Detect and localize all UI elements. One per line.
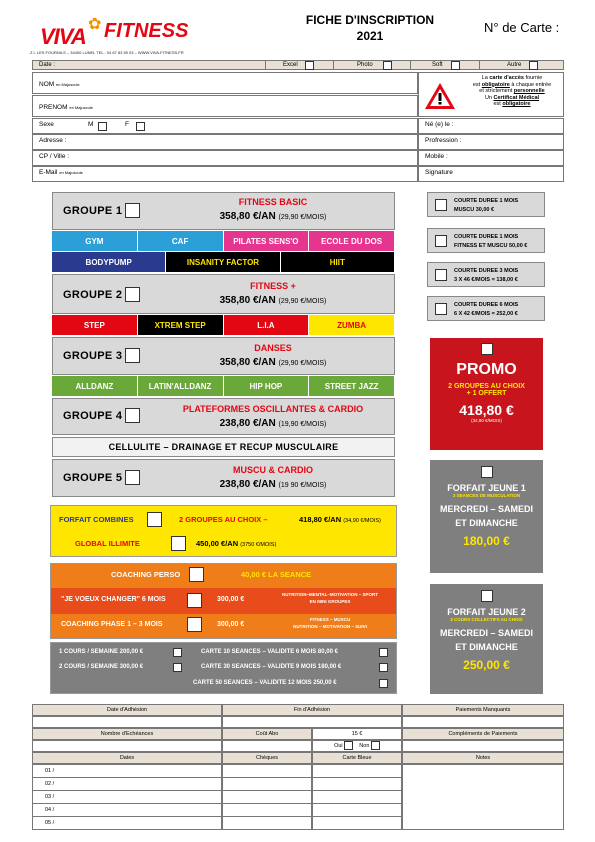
warning-text-2c: à chaque entrée — [509, 81, 552, 88]
club-address: Z.I. LES FOURNILS – 34400 LUNEL TEL : 04 67 83 55 03 – WWW.VIVA-FITNESS.FR — [30, 50, 184, 55]
course-street-jazz: STREET JAZZ — [309, 376, 395, 396]
seance-c5-label: CARTE 50 SEANCES – VALIDITE 12 MOIS 250,00 € — [193, 680, 337, 686]
forfait-combines-desc: 2 GROUPES AU CHOIX – — [179, 515, 268, 524]
groupe-5-name: MUSCU & CARDIO — [233, 465, 313, 475]
courte-duree-3-line2: 3 X 46 €/MOIS = 138,00 € — [454, 277, 518, 283]
cp-ville-field[interactable]: CP / Ville : — [32, 150, 418, 166]
email-hint: en Majuscule — [59, 170, 83, 175]
course-latin-alldanz: LATIN'ALLDANZ — [138, 376, 224, 396]
changer-label: "JE VOEUX CHANGER" 6 MOIS — [61, 596, 166, 603]
phase-price: 300,00 € — [217, 621, 245, 628]
nom-field[interactable] — [32, 72, 418, 94]
excel-label: Excel — [283, 62, 298, 68]
coaching-perso-price: 40,00 € LA SEANCE — [241, 570, 312, 579]
groupe-4-box — [52, 398, 395, 435]
forfait-jeune-1-sub: 3 SEANCES DE MUSCULATION — [452, 493, 521, 498]
groupe-4-price-small: (19,90 €/MOIS) — [278, 421, 327, 428]
courte-duree-1-fitness-line2: FITNESS ET MUSCU 50,00 € — [454, 243, 528, 249]
email-field[interactable] — [32, 166, 418, 182]
dates-row-2[interactable]: 02 / — [33, 778, 221, 791]
notes-column[interactable] — [402, 764, 564, 830]
photo-label: Photo — [357, 62, 373, 68]
courte-duree-1-fitness-line1: COURTE DUREE 1 MOIS — [454, 234, 519, 240]
groupe-2-name: FITNESS + — [250, 281, 296, 291]
prenom-field[interactable] — [32, 95, 418, 117]
birthdate-field[interactable]: Né (e) le : — [418, 118, 564, 134]
seance-c1-label: 1 COURS / SEMAINE 200,00 € — [59, 649, 144, 655]
warning-text-1a: La — [481, 75, 490, 81]
groupe-4-label: GROUPE 4 — [63, 410, 123, 422]
warning-notice — [418, 72, 564, 117]
groupe-1-name: FITNESS BASIC — [238, 197, 308, 207]
course-gym: GYM — [52, 231, 138, 251]
sexe-m-checkbox[interactable] — [98, 122, 107, 131]
forfait-jeune-2-box — [430, 584, 543, 694]
groupe-4-price-line — [153, 418, 393, 429]
form-title-line2: 2021 — [356, 29, 384, 43]
dates-header: Dates — [32, 752, 222, 764]
groupe-3-label: GROUPE 3 — [63, 350, 123, 362]
changer-desc-1: NUTRITION–MENTAL–MOTIVATION – SPORT — [281, 592, 378, 597]
warning-text-5b: obligatoire — [502, 101, 531, 107]
seance-c3-label: CARTE 10 SEANCES – VALIDITE 6 MOIS 80,00 € — [201, 649, 338, 655]
course-alldanz: ALLDANZ — [52, 376, 138, 396]
groupe-4-checkbox[interactable] — [125, 408, 140, 423]
autre-checkbox[interactable] — [529, 61, 538, 70]
groupe-3-price-line — [153, 357, 393, 368]
forfait-combines-price: 418,80 €/AN — [299, 515, 342, 524]
sexe-f-checkbox[interactable] — [136, 122, 145, 131]
nom-hint: en Majuscule — [55, 82, 80, 87]
adresse-field[interactable]: Adresse : — [32, 134, 418, 150]
seance-c4-label: CARTE 30 SEANCES – VALIDITE 9 MOIS 180,00 € — [201, 664, 342, 670]
course-step: STEP — [52, 315, 138, 335]
phase-checkbox[interactable] — [187, 617, 202, 632]
notes-header: Notes — [402, 752, 564, 764]
groupe-3-box — [52, 337, 395, 375]
groupe-2-strip — [52, 315, 395, 335]
phase-label: COACHING PHASE 1 – 3 MOIS — [61, 621, 163, 628]
groupe-2-price-line — [153, 295, 393, 306]
complements-value[interactable] — [402, 740, 564, 752]
groupe-3-checkbox[interactable] — [125, 348, 140, 363]
promo-small: (34,90 €/MOIS) — [471, 418, 502, 423]
course-bodypump: BODYPUMP — [52, 252, 166, 272]
dates-row-5[interactable]: 05 / — [45, 820, 55, 826]
phase-desc — [265, 616, 395, 630]
course-zumba: ZUMBA — [309, 315, 395, 335]
groupe-5-price-line — [153, 479, 393, 490]
coaching-perso-label: COACHING PERSO — [111, 570, 181, 579]
palm-tree-icon: ✿ — [88, 16, 102, 33]
warning-text-2b: obligatoire — [481, 81, 510, 88]
groupe-1-checkbox[interactable] — [125, 203, 140, 218]
forfait-jeune-2-title: FORFAIT JEUNE 2 — [447, 607, 526, 617]
warning-text-1c: fournie — [523, 75, 543, 81]
forfait-jeune-1-title: FORFAIT JEUNE 1 — [447, 483, 526, 493]
nb-echeances-value[interactable] — [32, 740, 222, 752]
oui-non-cell — [312, 740, 402, 752]
autre-label: Autre — [507, 62, 522, 68]
cout-abo-header: Coût Abo — [222, 728, 312, 740]
email-label: E-Mail — [39, 169, 58, 176]
sexe-f-label: F — [125, 121, 129, 128]
logo-fitness: FITNESS — [104, 20, 189, 42]
course-insanity: INSANITY FACTOR — [166, 252, 280, 272]
forfait-jeune-2-checkbox[interactable] — [481, 590, 493, 602]
date-label: Date : — [39, 62, 56, 68]
signature-field[interactable]: Signature — [418, 166, 564, 182]
warning-text-2a: est — [472, 81, 482, 88]
course-hip-hop: HIP HOP — [224, 376, 310, 396]
warning-text-3b: personnelle — [513, 88, 545, 94]
coaching-box — [50, 563, 397, 639]
complements-header: Compléments de Paiements — [402, 728, 564, 740]
sexe-label: Sexe — [39, 121, 54, 128]
warning-text-3a: et strictement — [479, 88, 514, 94]
courte-duree-6 — [427, 296, 545, 321]
phase-desc-1: FITNESS – MUSCU — [309, 617, 351, 622]
groupe-1-price-line — [153, 211, 393, 222]
warning-text-5a: est — [493, 101, 503, 107]
groupe-1-price-small: (29,90 €/MOIS) — [278, 214, 327, 221]
forfait-jeune-1-checkbox[interactable] — [481, 466, 493, 478]
groupe-2-box — [52, 274, 395, 314]
changer-desc — [265, 591, 395, 605]
viva-fitness-logo — [32, 14, 189, 50]
courte-duree-3-checkbox[interactable] — [435, 269, 447, 281]
changer-price: 300,00 € — [217, 596, 245, 603]
fifteen-euro-label: 15 € — [312, 728, 402, 740]
carte-bleue-column[interactable] — [312, 764, 402, 830]
groupe-5-price: 238,80 €/AN — [219, 479, 276, 490]
cout-abo-value[interactable] — [222, 740, 312, 752]
paiements-manquants-value[interactable] — [402, 716, 564, 728]
dates-row-3[interactable]: 03 / — [33, 791, 221, 804]
forfait-combines-label: FORFAIT COMBINES — [59, 515, 134, 524]
courte-duree-3 — [427, 262, 545, 287]
groupe-5-label: GROUPE 5 — [63, 472, 123, 484]
date-bar — [32, 60, 564, 70]
course-xtrem-step: XTREM STEP — [138, 315, 224, 335]
groupe-1-strip-a — [52, 231, 395, 251]
warning-text-1b: carte d'accès — [489, 75, 524, 81]
forfait-jeune-2-days-2: ET DIMANCHE — [455, 642, 518, 652]
course-lia: L.I.A — [224, 315, 310, 335]
groupe-1-strip-b — [52, 252, 395, 272]
groupe-2-price-small: (29,90 €/MOIS) — [278, 298, 327, 305]
photo-checkbox[interactable] — [383, 61, 392, 70]
forfait-combines-checkbox[interactable] — [147, 512, 162, 527]
forfait-jeune-1-days-2: ET DIMANCHE — [455, 518, 518, 528]
combines-box — [50, 505, 397, 557]
fin-adhesion-header: Fin d'Adhésion — [222, 704, 402, 716]
groupe-2-price: 358,80 €/AN — [219, 295, 276, 306]
soft-label: Soft — [432, 62, 443, 68]
groupe-3-price-small: (29,90 €/MOIS) — [278, 360, 327, 367]
cheques-header: Chèques — [222, 752, 312, 764]
dates-column — [32, 764, 222, 830]
global-illimite-price: 450,00 €/AN — [196, 539, 239, 548]
sexe-m-label: M — [88, 121, 94, 128]
seances-box — [50, 642, 397, 694]
dates-row-4[interactable]: 04 / — [33, 804, 221, 817]
courte-duree-6-line2: 6 X 42 €/MOIS = 252,00 € — [454, 311, 518, 317]
courte-duree-1-fitness — [427, 228, 545, 253]
prenom-hint: en Majuscule — [69, 105, 93, 110]
groupe-1-box — [52, 192, 395, 230]
sexe-field — [32, 118, 418, 134]
forfait-jeune-2-days-1: MERCREDI – SAMEDI — [439, 628, 533, 638]
groupe-5-price-small: (19 90 €/MOIS) — [278, 482, 327, 489]
groupe-2-label: GROUPE 2 — [63, 289, 123, 301]
groupe-3-name: DANSES — [254, 343, 292, 353]
logo-viva: VIVA — [40, 24, 86, 49]
cellulite-bar: CELLULITE – DRAINAGE ET RECUP MUSCULAIRE — [52, 437, 395, 457]
warning-text-4a: Un — [484, 94, 494, 101]
form-title-line1: FICHE D'INSCRIPTION — [305, 13, 435, 27]
groupe-4-price: 238,80 €/AN — [219, 418, 276, 429]
courte-duree-3-line1: COURTE DUREE 3 MOIS — [454, 268, 519, 274]
forfait-jeune-1-days-1: MERCREDI – SAMEDI — [439, 504, 533, 514]
warning-icon — [423, 81, 457, 111]
promo-line2: + 1 OFFERT — [466, 390, 507, 397]
non-label: Non — [359, 743, 370, 749]
global-illimite-small: (3750 €/MOIS) — [240, 542, 277, 548]
carte-bleue-header: Carte Bleue — [312, 752, 402, 764]
courte-duree-1-muscu-line1: COURTE DUREE 1 MOIS — [454, 198, 519, 204]
courte-duree-6-line1: COURTE DUREE 6 MOIS — [454, 302, 519, 308]
groupe-1-label: GROUPE 1 — [63, 205, 123, 217]
fin-adhesion-value[interactable] — [222, 716, 402, 728]
changer-checkbox[interactable] — [187, 593, 202, 608]
date-adhesion-header: Date d'Adhésion — [32, 704, 222, 716]
forfait-jeune-1-price: 180,00 € — [463, 534, 510, 548]
seance-c2-checkbox[interactable] — [173, 663, 182, 672]
forfait-combines-small: (34,90 €/MOIS) — [343, 518, 381, 524]
global-illimite-checkbox[interactable] — [171, 536, 186, 551]
groupe-4-name: PLATEFORMES OSCILLANTES & CARDIO — [182, 404, 364, 414]
forfait-jeune-2-sub: 3 COURS COLLECTIFS AU CHOIX — [450, 617, 523, 622]
prenom-label: PRENOM — [39, 104, 68, 111]
paiements-manquants-header: Paiements Manquants — [402, 704, 564, 716]
oui-label: Oui — [334, 743, 343, 749]
form-title — [305, 12, 435, 44]
seance-c3-checkbox[interactable] — [379, 648, 388, 657]
oui-checkbox[interactable] — [344, 741, 353, 750]
courte-duree-1-muscu-line2: MUSCU 30,00 € — [454, 207, 495, 213]
seance-c1-checkbox[interactable] — [173, 648, 182, 657]
forfait-jeune-1-box — [430, 460, 543, 573]
course-ecole-du-dos: ECOLE DU DOS — [309, 231, 395, 251]
course-caf: CAF — [138, 231, 224, 251]
courte-duree-1-fitness-checkbox[interactable] — [435, 235, 447, 247]
seance-c2-label: 2 COURS / SEMAINE 300,00 € — [59, 664, 144, 670]
nb-echeances-header: Nombre d'Echéances — [32, 728, 222, 740]
phase-desc-2: NUTRITION – MOTIVATION – SUIVI — [293, 624, 367, 629]
card-number-label: N° de Carte : — [484, 20, 560, 35]
groupe-2-checkbox[interactable] — [125, 287, 140, 302]
warning-text-4b: Certificat Médical — [493, 94, 540, 101]
soft-checkbox[interactable] — [451, 61, 460, 70]
cheques-column[interactable] — [222, 764, 312, 830]
groupe-5-checkbox[interactable] — [125, 470, 140, 485]
groupe-3-strip — [52, 376, 395, 396]
non-checkbox[interactable] — [371, 741, 380, 750]
excel-checkbox[interactable] — [305, 61, 314, 70]
promo-line1: 2 GROUPES AU CHOIX — [448, 383, 525, 390]
forfait-jeune-2-price: 250,00 € — [463, 658, 510, 672]
changer-desc-2: EN MINI GROUPES — [309, 599, 351, 604]
forfait-combines-price-line — [299, 515, 381, 524]
groupe-3-price: 358,80 €/AN — [219, 357, 276, 368]
global-illimite-label: GLOBAL ILLIMITE — [75, 539, 140, 548]
courte-duree-1-muscu-checkbox[interactable] — [435, 199, 447, 211]
coaching-perso-checkbox[interactable] — [189, 567, 204, 582]
seance-c4-checkbox[interactable] — [379, 663, 388, 672]
dates-row-1[interactable]: 01 / — [33, 765, 221, 778]
mobile-field[interactable]: Mobile : — [418, 150, 564, 166]
courte-duree-1-muscu — [427, 192, 545, 217]
date-adhesion-value[interactable] — [32, 716, 222, 728]
promo-checkbox[interactable] — [481, 343, 493, 355]
global-illimite-price-line — [196, 539, 276, 548]
seance-c5-checkbox[interactable] — [379, 679, 388, 688]
promo-box — [430, 338, 543, 450]
groupe-5-box — [52, 459, 395, 497]
profession-field[interactable]: Profression : — [418, 134, 564, 150]
promo-price: 418,80 € — [459, 402, 514, 418]
promo-title: PROMO — [456, 361, 517, 378]
nom-label: NOM — [39, 81, 55, 88]
groupe-1-price: 358,80 €/AN — [219, 211, 276, 222]
course-pilates: PILATES SENS'O — [224, 231, 310, 251]
course-hiit: HIIT — [281, 252, 395, 272]
courte-duree-6-checkbox[interactable] — [435, 303, 447, 315]
